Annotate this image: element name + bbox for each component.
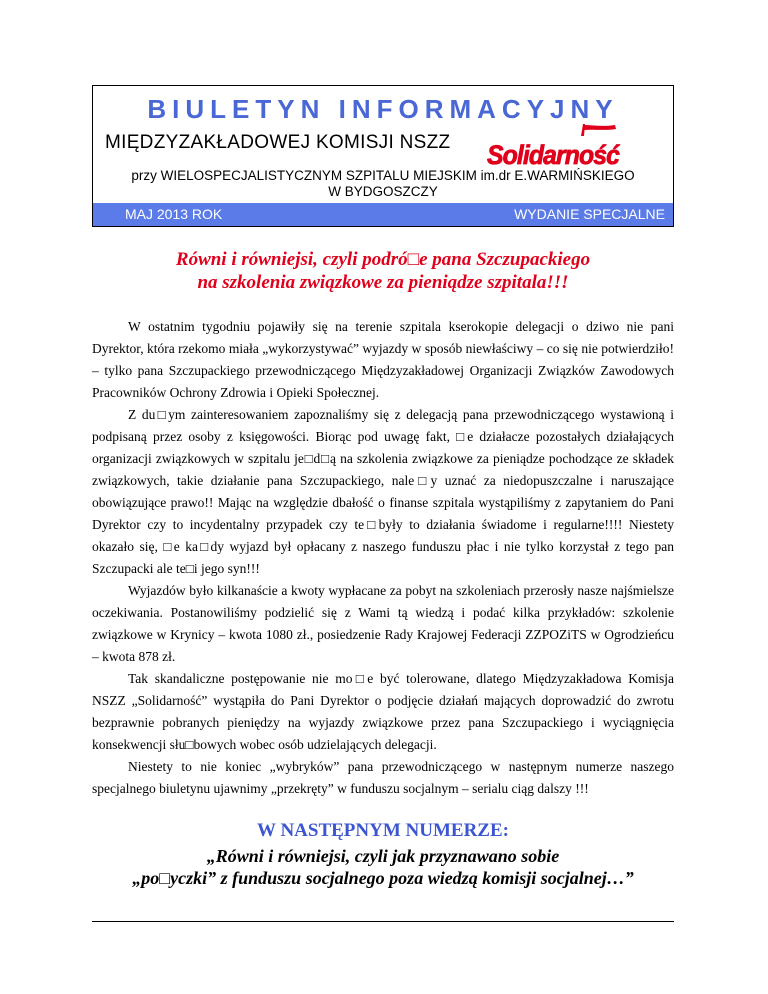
next-issue-title	[92, 845, 674, 889]
date-bar	[93, 203, 673, 226]
article-paragraph: Z du□ym zainteresowaniem zapoznaliśmy się z delegacją pana przewodniczącego wystawioną i podpisaną przez osoby z księgowości. Biorąc pod uwagę fakt, □e działacze pozostałych działających organizacji związkowych w szpitalu je□d□ą na szkolenia związkowe za pieniądze pochodzące ze składek związkowych, takie działanie pana Szczupackiego, nale□y uznać za niedopuszczalne i naruszające obowiązujące prawo!! Mając na względzie dbałość o finanse szpitala wystąpiliśmy z zapytaniem do Pani Dyrektor czy to incydentalny przypadek czy te□były to działania świadome i regularne!!!! Niestety okazało się, □e ka□dy wyjazd był opłacany z naszego funduszu płac i nie tylko korzystał z tego pan Szczupacki ale te□i jego syn!!!	[92, 407, 674, 576]
svg-text:Solidarność: Solidarność	[487, 140, 620, 170]
article-title-line-1: Równi i równiejsi, czyli podró□e pana Szczupackiego	[175, 249, 591, 270]
issue-date: MAJ 2013 ROK	[125, 206, 223, 222]
article-paragraph: Niestety to nie koniec „wybryków” pana przewodniczącego w następnym numerze naszego specjalnego biuletynu ujawnimy „przekręty” w funduszu socjalnym – serialu ciąg dalszy !!!	[92, 759, 674, 796]
hospital-name	[93, 168, 673, 200]
article-title-line-2: na szkolenia związkowe za pieniądze szpitala!!!	[197, 272, 569, 293]
hospital-line-2: W BYDGOSZCZY	[328, 184, 438, 199]
article-title	[92, 248, 674, 294]
bottom-divider	[92, 921, 674, 922]
article-paragraph: Tak skandaliczne postępowanie nie mo□e być tolerowane, dlatego Międzyzakładowa Komisja NSZZ „Solidarność” wystąpiła do Pani Dyrektor o podjęcie działań mających doprowadzić do zwrotu bezprawnie pobranych pieniędzy na wyjazdy związkowe przez pana Szczupackiego i wyciągnięcia konsekwencji słu□bowych wobec osób udzielających delegacji.	[92, 671, 674, 752]
next-issue-title-line-2: „po□yczki” z funduszu socjalnego poza wiedzą komisji socjalnej…”	[132, 868, 634, 888]
article-body	[92, 316, 674, 800]
bulletin-title: BIULETYN INFORMACYJNY	[147, 94, 619, 124]
next-issue-title-line-1: „Równi i równiejsi, czyli jak przyznawano sobie	[206, 846, 560, 866]
article-paragraph: W ostatnim tygodniu pojawiły się na terenie szpitala kserokopie delegacji o dziwo nie pani Dyrektor, która rzekomo miała „wykorzystywać” wyjazdy w sposób niewłaściwy – co się nie potwierdziło! – tylko pana Szczupackiego przewodniczącego Międzyzakładowej Organizacji Związków Zawodowych Pracowników Ochrony Zdrowia i Opieki Społecznej.	[92, 319, 674, 400]
committee-name: MIĘDZYZAKŁADOWEJ KOMISJI NSZZ	[105, 132, 451, 153]
edition-label: WYDANIE SPECJALNE	[514, 206, 665, 222]
bulletin-header	[92, 85, 674, 227]
next-issue-heading: W NASTĘPNYM NUMERZE:	[257, 820, 509, 841]
solidarnosc-logo	[485, 122, 625, 172]
hospital-line-1: przy WIELOSPECJALISTYCZNYM SZPITALU MIEJSKIM im.dr E.WARMIŃSKIEGO	[131, 168, 635, 183]
article-paragraph: Wyjazdów było kilkanaście a kwoty wypłacane za pobyt na szkoleniach przerosły nasze najśmielsze oczekiwania. Postanowiliśmy podzielić się z Wami tą wiedzą i podać kilka przykładów: szkolenie związkowe w Krynicy – kwota 1080 zł., posiedzenie Rady Krajowej Federacji ZZPOZiTS w Ogrodzieńcu – kwota 878 zł.	[92, 583, 674, 664]
